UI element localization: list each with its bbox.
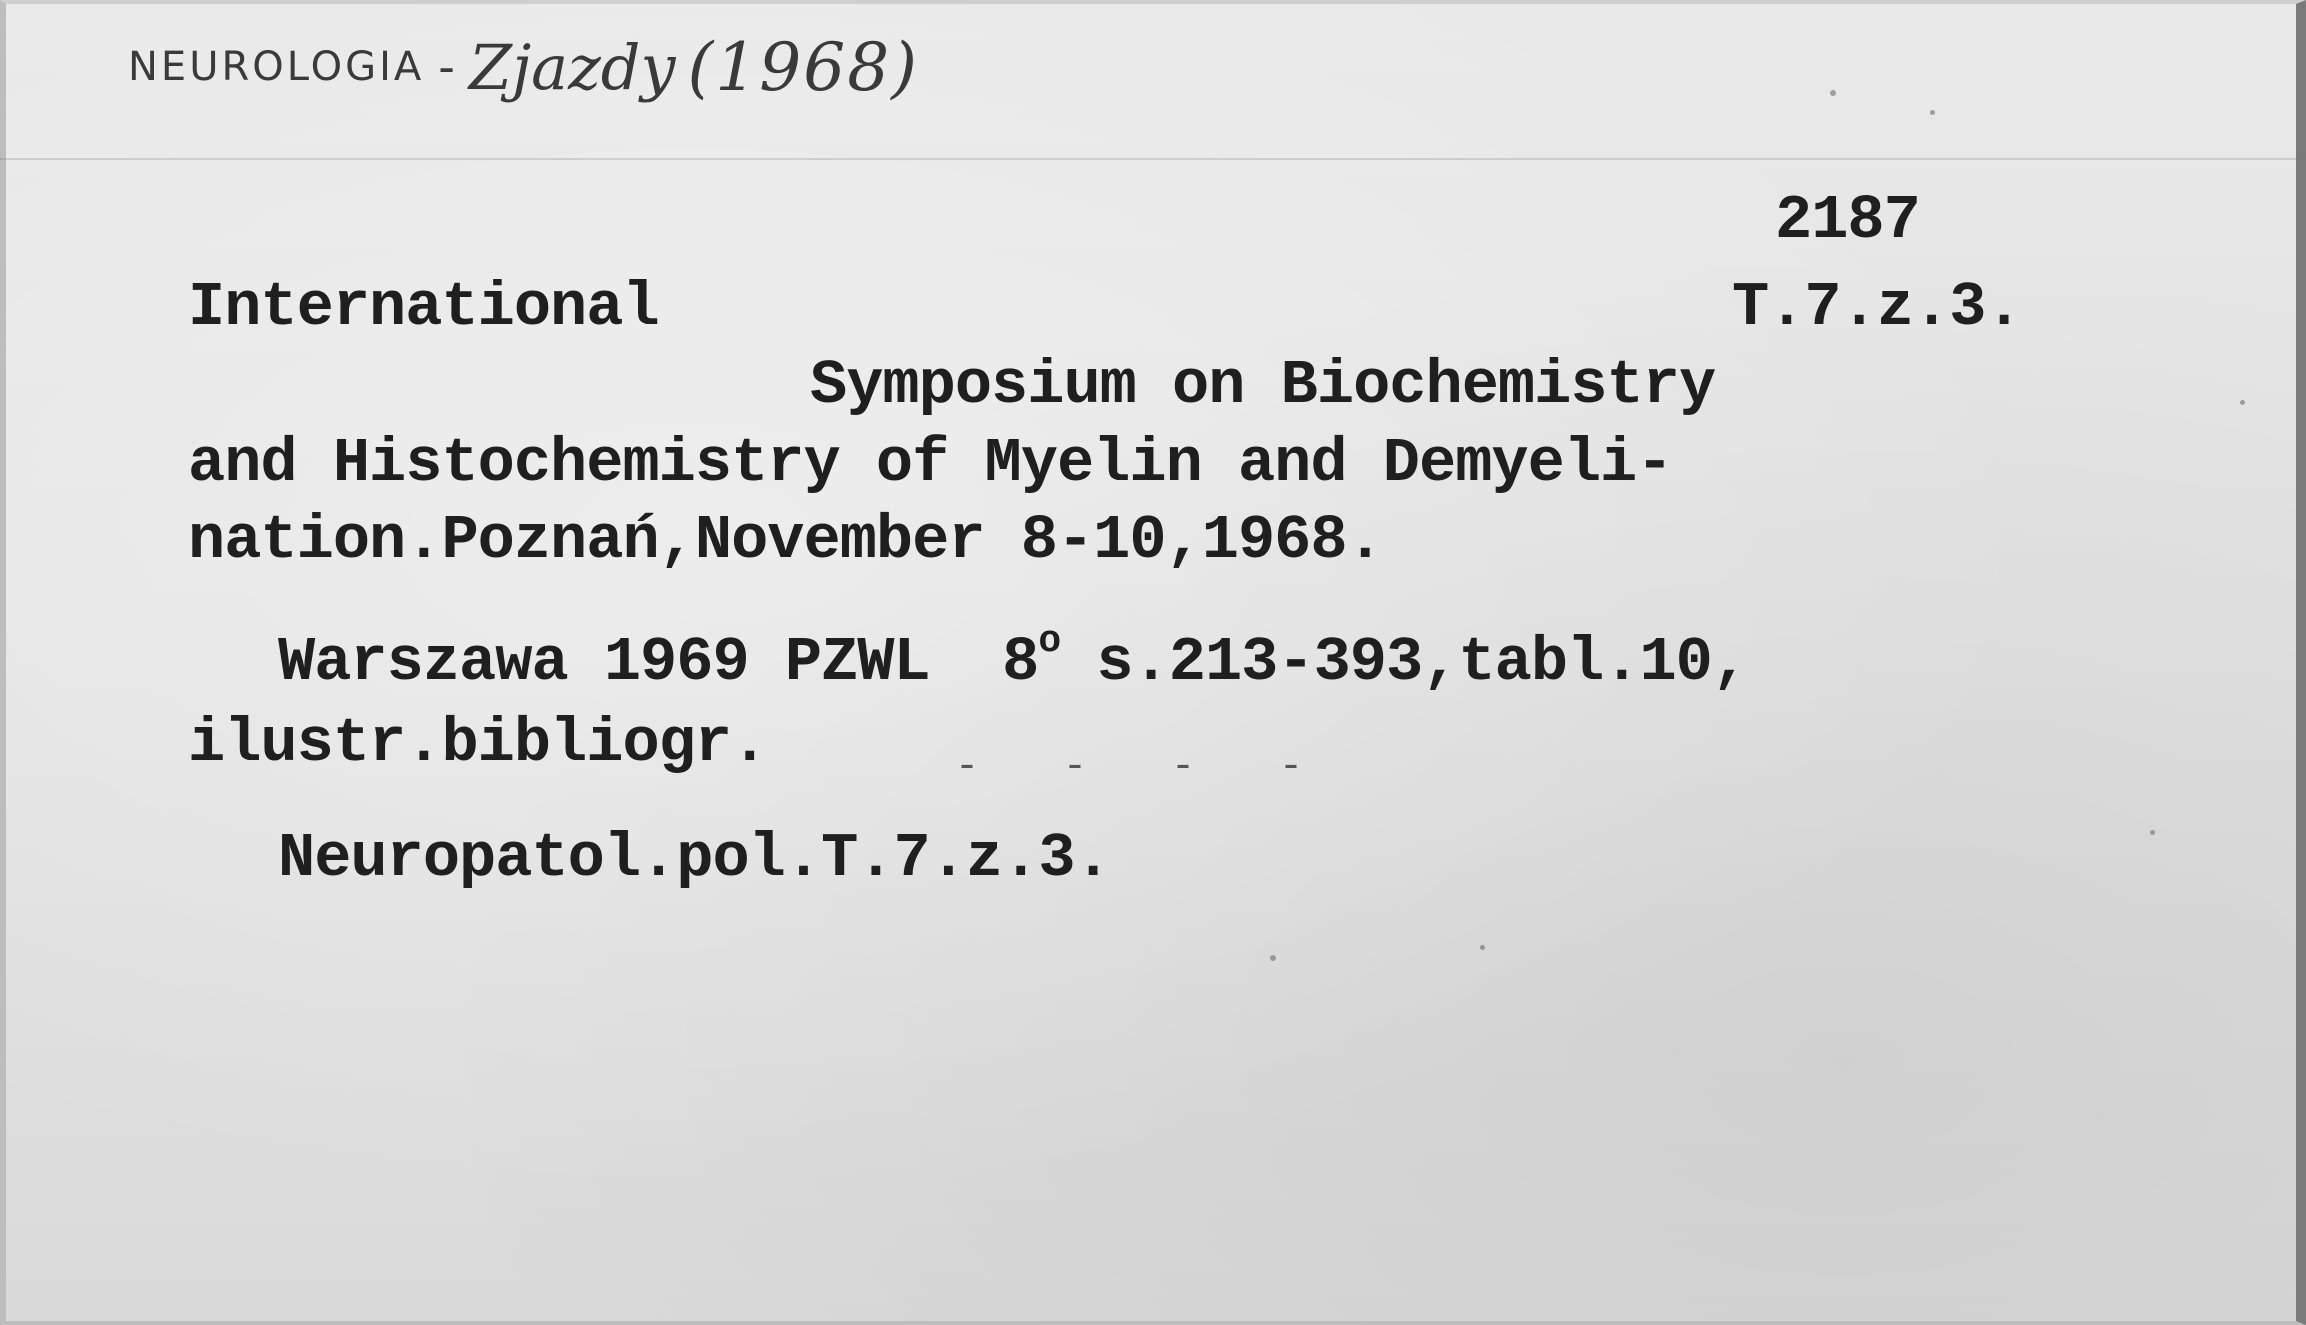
volume-reference: T.7.z.3. <box>1732 272 2022 343</box>
paper-speck <box>1830 90 1836 96</box>
paper-speck <box>1270 955 1276 961</box>
paper-speck <box>2240 400 2245 405</box>
publication-place-year-publisher: Warszawa 1969 PZWL 8 <box>278 627 1039 698</box>
heading-subdivision: Zjazdy <box>468 30 676 104</box>
accession-number: 2187 <box>1775 185 1920 256</box>
title-line-1: International <box>188 272 659 343</box>
paper-speck <box>1480 945 1485 950</box>
publication-format-superscript: o <box>1038 620 1061 663</box>
source-reference: Neuropatol.pol.T.7.z.3. <box>278 823 1111 894</box>
heading-year: (1968) <box>687 28 919 106</box>
title-line-4: nation.Poznań,November 8-10,1968. <box>188 505 1383 576</box>
title-line-3: and Histochemistry of Myelin and Demyeli- <box>188 428 1673 499</box>
paper-speck <box>1930 110 1935 115</box>
heading-separator: - <box>438 40 455 94</box>
paper-speck <box>2150 830 2155 835</box>
subject-heading <box>128 22 919 112</box>
publication-notes: ilustr.bibliogr. <box>188 708 768 779</box>
heading-subject: NEUROLOGIA <box>128 44 425 90</box>
title-line-2: Symposium on Biochemistry <box>810 350 1716 421</box>
publication-pages: s.213-393,tabl.10, <box>1060 627 1749 698</box>
publication-line <box>278 620 1749 698</box>
heading-rule <box>0 158 2306 160</box>
filler-dashes: - - - - <box>955 745 1334 790</box>
